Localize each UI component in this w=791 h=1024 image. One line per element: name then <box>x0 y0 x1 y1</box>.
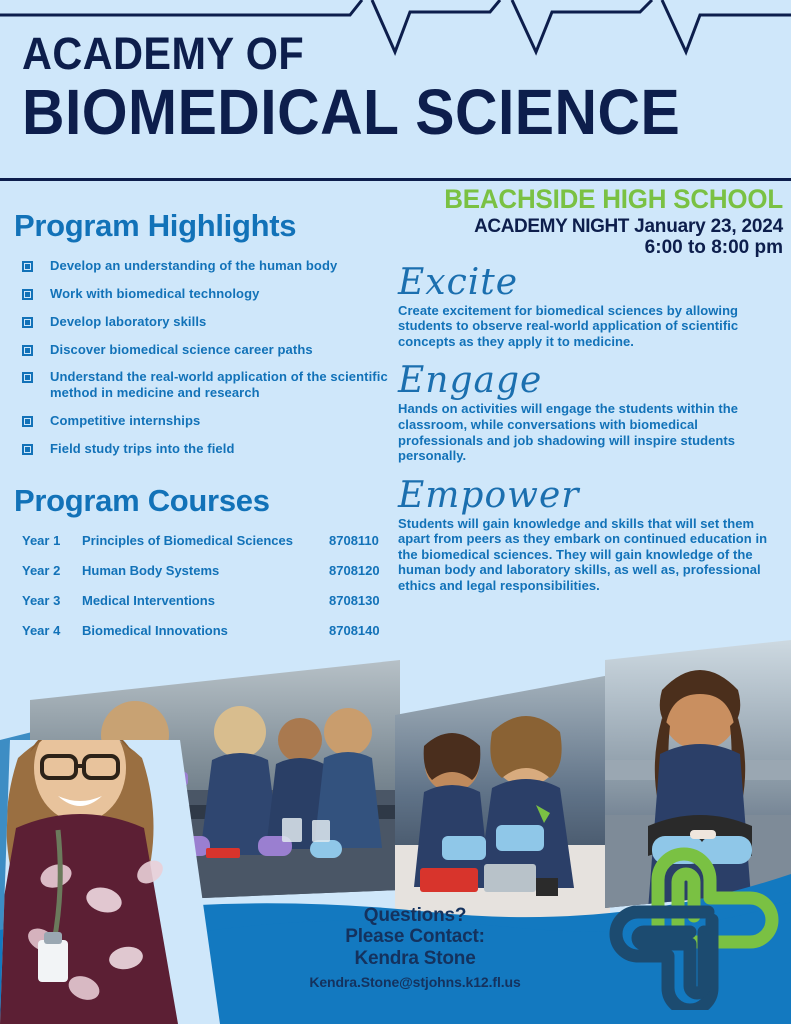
empower-section <box>398 474 783 594</box>
table-row <box>14 533 399 548</box>
list-item <box>14 342 399 358</box>
list-item <box>14 286 399 302</box>
program-highlights-list <box>14 258 399 457</box>
contact-questions: Questions? <box>363 905 467 926</box>
course-year: Year 3 <box>22 592 61 608</box>
program-courses-heading: Program Courses <box>14 482 270 518</box>
excite-body: Create excitement for biomedical sciences by allowing students to observe real-world application of scientific concepts as they apply it to medicine. <box>398 302 739 349</box>
contact-email[interactable]: Kendra.Stone@stjohns.k12.fl.us <box>309 973 521 990</box>
list-item <box>14 369 399 401</box>
highlight-text: Develop an understanding of the human body <box>50 258 338 273</box>
course-name: Biomedical Innovations <box>82 622 228 638</box>
course-name: Principles of Biomedical Sciences <box>82 532 293 548</box>
course-year: Year 1 <box>22 532 61 548</box>
checkbox-icon <box>22 416 33 427</box>
event-time: 6:00 to 8:00 pm <box>644 237 783 259</box>
title-divider <box>0 178 791 181</box>
highlight-text: Field study trips into the field <box>50 441 235 457</box>
contact-block <box>250 905 580 990</box>
event-label: ACADEMY NIGHT <box>474 216 629 237</box>
highlight-text: Discover biomedical science career paths <box>50 341 313 357</box>
checkbox-icon <box>22 289 33 300</box>
course-code: 8708110 <box>329 532 379 548</box>
table-row <box>14 563 399 578</box>
highlight-text: Develop laboratory skills <box>50 313 207 329</box>
highlight-text: Work with biomedical technology <box>50 285 260 301</box>
excite-script-heading: Excite <box>398 261 519 303</box>
page-title <box>22 28 782 149</box>
checkbox-icon <box>22 372 33 383</box>
event-line <box>398 216 783 237</box>
engage-body: Hands on activities will engage the students within the classroom, while conversations with biomedical professionals and job shadowing will inspire students personally. <box>398 401 739 464</box>
checkbox-icon <box>22 444 33 455</box>
empower-body: Students will gain knowledge and skills that will set them apart from peers as they embark on continued education in the biomedical sciences. They will gain knowledge of the human body and laboratory skills, as well as, professional ethics and legal responsibilities. <box>398 515 768 594</box>
course-code: 8708130 <box>329 592 380 608</box>
engage-script-heading: Engage <box>398 360 543 402</box>
table-row <box>14 623 399 638</box>
course-code: 8708140 <box>329 622 380 638</box>
title-line-1: ACADEMY OF <box>22 28 305 79</box>
checkbox-icon <box>22 345 33 356</box>
list-item <box>14 413 399 429</box>
title-line-2: BIOMEDICAL SCIENCE <box>22 76 681 149</box>
contact-name: Kendra Stone <box>354 947 476 969</box>
course-year: Year 2 <box>22 562 61 578</box>
event-date: January 23, 2024 <box>634 216 783 237</box>
excite-section <box>398 261 783 350</box>
highlight-text: Understand the real-world application of the scientific method in medicine and research <box>50 369 388 401</box>
checkbox-icon <box>22 261 33 272</box>
program-highlights-heading: Program Highlights <box>14 208 297 243</box>
highlight-text: Competitive internships <box>50 413 201 429</box>
left-column <box>14 208 399 653</box>
list-item <box>14 314 399 330</box>
engage-section <box>398 360 783 464</box>
course-name: Medical Interventions <box>82 592 215 608</box>
contact-please: Please Contact: <box>345 926 485 948</box>
empower-script-heading: Empower <box>398 474 580 516</box>
list-item <box>14 441 399 457</box>
school-name: BEACHSIDE HIGH SCHOOL <box>444 184 783 214</box>
two-students-lab-equipment-photo <box>390 665 615 925</box>
list-item <box>14 258 399 274</box>
course-code: 8708120 <box>329 562 380 578</box>
course-name: Human Body Systems <box>82 562 220 578</box>
program-courses-table <box>14 533 399 638</box>
checkbox-icon <box>22 317 33 328</box>
academy-biomedical-cross-logo <box>600 820 780 1010</box>
right-column <box>398 186 783 608</box>
course-year: Year 4 <box>22 622 61 638</box>
table-row <box>14 593 399 608</box>
